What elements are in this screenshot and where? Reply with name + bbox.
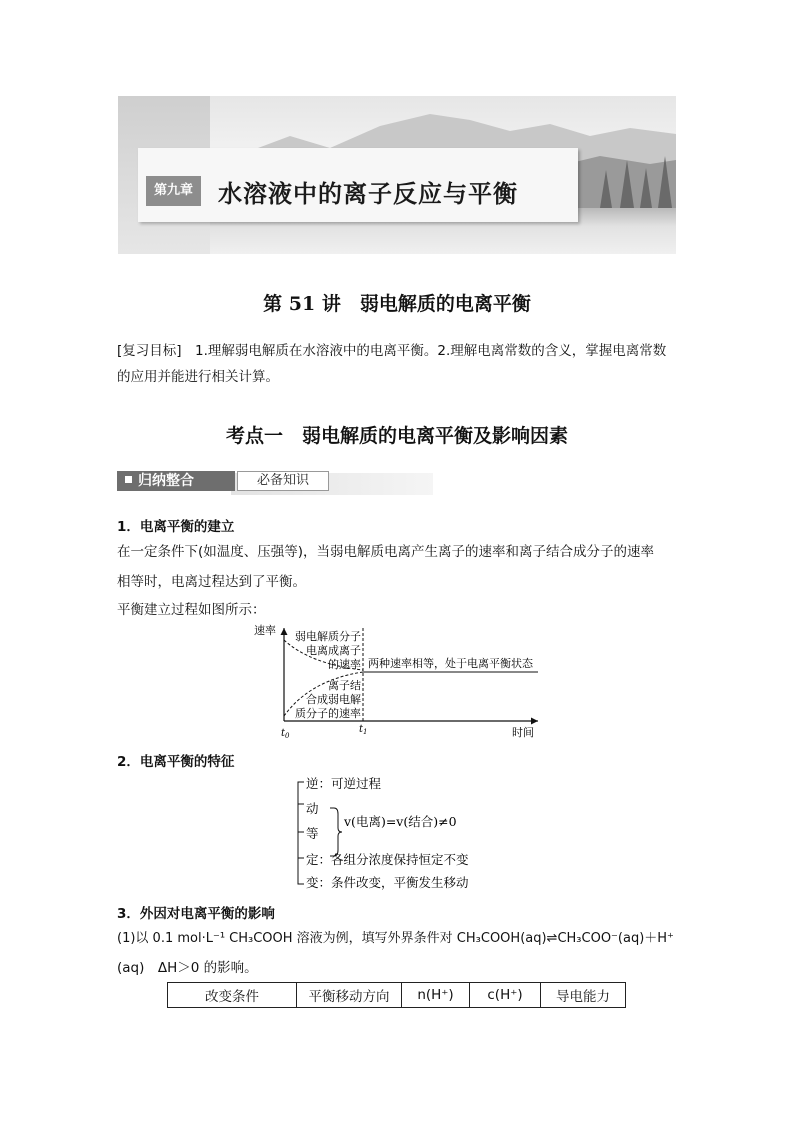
section-bar bbox=[117, 471, 433, 495]
s1-figure-intro: 平衡建立过程如图所示： bbox=[117, 602, 266, 618]
s3-line1: (1)以 0.1 mol·L⁻¹ CH₃COOH 溶液为例，填写外界条件对 CH₃COOH(aq)⇌CH₃COO⁻(aq)＋H⁺ bbox=[117, 931, 674, 946]
upper-label-line3: 的速率 bbox=[328, 658, 361, 671]
header-c-h: c(H⁺) bbox=[470, 983, 541, 1008]
section-bar-main-label: 归纳整合 bbox=[138, 473, 194, 489]
header-change-condition: 改变条件 bbox=[168, 983, 297, 1008]
outer-brace bbox=[298, 782, 304, 884]
equilibrium-rate-figure bbox=[250, 620, 550, 742]
lower-label-line3: 质分子的速率 bbox=[295, 707, 361, 720]
feature-equal: 等 bbox=[306, 826, 319, 841]
feature-reversible: 逆：可逆过程 bbox=[306, 776, 382, 791]
header-n-h: n(H⁺) bbox=[402, 983, 470, 1008]
feature-dynamic: 动 bbox=[306, 801, 319, 816]
lower-label-line1: 离子结 bbox=[328, 679, 361, 692]
feature-constant: 定：各组分浓度保持恒定不变 bbox=[306, 852, 469, 867]
features-brace-figure bbox=[290, 772, 510, 894]
lecture-title: 第 51 讲 弱电解质的电离平衡 bbox=[263, 293, 531, 315]
upper-label-line2: 电离成离子 bbox=[306, 644, 361, 657]
inner-brace bbox=[334, 808, 342, 856]
section-bar-main bbox=[117, 471, 235, 491]
t0-label: $t_0$ bbox=[281, 728, 290, 740]
table-header-row bbox=[168, 983, 626, 1008]
objectives-text: 1.理解弱电解质在水溶液中的电离平衡。2.理解电离常数的含义，掌握电离常数的应用并能进行相关计算。 bbox=[117, 343, 667, 385]
lower-label-line2: 合成弱电解 bbox=[306, 693, 361, 706]
feature-change: 变：条件改变，平衡发生移动 bbox=[306, 875, 469, 890]
s2-heading: 2．电离平衡的特征 bbox=[117, 754, 235, 770]
chapter-title: 水溶液中的离子反应与平衡 bbox=[218, 180, 518, 208]
x-axis-label: 时间 bbox=[512, 726, 534, 739]
t1-label: $t_1$ bbox=[359, 724, 368, 736]
s3-line2: (aq) ΔH＞0 的影响。 bbox=[117, 960, 258, 976]
chapter-tag: 第九章 bbox=[146, 176, 201, 206]
feature-rate-equation: v(电离)=v(结合)≠0 bbox=[344, 814, 457, 829]
point-title: 考点一 弱电解质的电离平衡及影响因素 bbox=[225, 425, 568, 447]
square-bullet-icon bbox=[125, 476, 132, 483]
section-bar-secondary-label: 必备知识 bbox=[237, 471, 329, 491]
s1-para-line2: 相等时，电离过程达到了平衡。 bbox=[117, 574, 306, 590]
review-objectives bbox=[117, 338, 677, 390]
s1-para-line1: 在一定条件下(如温度、压强等)，当弱电解质电离产生离子的速率和离子结合成分子的速率 bbox=[117, 544, 655, 560]
section-bar-secondary bbox=[235, 471, 447, 491]
conditions-table bbox=[167, 982, 626, 1008]
upper-label-line1: 弱电解质分子 bbox=[295, 630, 361, 643]
equilibrium-label: 两种速率相等，处于电离平衡状态 bbox=[368, 657, 533, 670]
header-shift-direction: 平衡移动方向 bbox=[297, 983, 402, 1008]
header-conductivity: 导电能力 bbox=[541, 983, 626, 1008]
s3-heading: 3．外因对电离平衡的影响 bbox=[117, 906, 275, 922]
s1-heading: 1．电离平衡的建立 bbox=[117, 519, 235, 535]
chapter-banner bbox=[118, 96, 676, 254]
y-axis-label: 速率 bbox=[254, 624, 276, 637]
objectives-label: [复习目标] bbox=[117, 343, 182, 359]
